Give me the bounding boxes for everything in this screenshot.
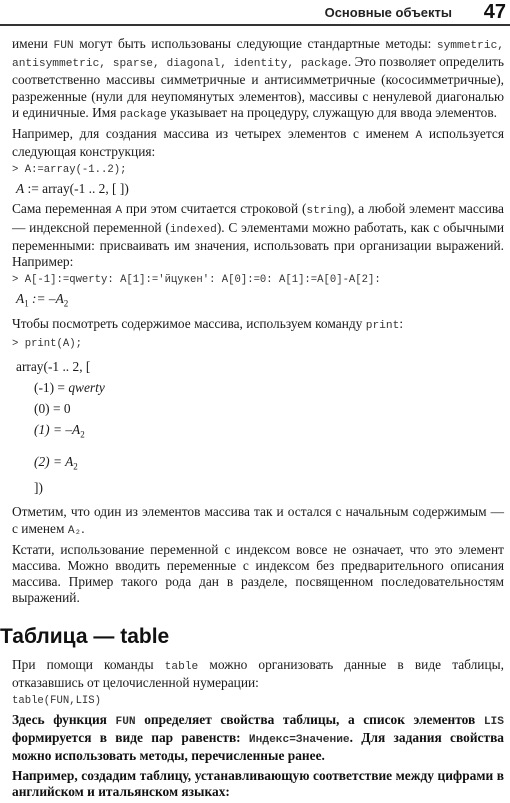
row-value: (1) = –A: [34, 422, 81, 438]
text: При помощи команды: [12, 656, 165, 672]
paragraph-table-fun: [12, 712, 504, 765]
inline-code: FUN: [115, 716, 136, 729]
text: Отметим, что один из элементов массива так и остался с начальным содержимым — с именем: [12, 504, 504, 536]
output-assign: [16, 291, 504, 312]
paragraph-table-intro: [12, 657, 504, 691]
paragraph-note-initial: [12, 504, 504, 538]
text: можно организовать данные в виде таблицы, отказавшись от целочисленной нумерации:: [12, 656, 504, 690]
array-row: [16, 419, 504, 446]
text: при этом считается строковой (: [122, 201, 307, 217]
row-index: (-1) =: [34, 380, 69, 396]
inline-code-methods: symmetric, antisymmetric, sparse, diagonal, identity, package: [12, 40, 504, 71]
output-expr: := –A: [28, 291, 64, 307]
text: используется следующая конструкция:: [12, 126, 504, 160]
section-heading: Таблица — table: [0, 624, 170, 648]
inline-code: print: [365, 319, 400, 332]
inline-code: A: [415, 130, 423, 143]
text: :: [399, 315, 404, 331]
code-input-array: > A:=array(-1..2);: [12, 164, 127, 177]
text: Сама переменная: [12, 201, 116, 217]
page-body: [0, 36, 505, 803]
array-open: array(-1 .. 2, [: [16, 359, 91, 375]
array-row: (0) = 0: [34, 401, 71, 417]
row-value: qwerty: [68, 380, 105, 396]
subscript: 2: [80, 429, 85, 440]
text: . Это позволяет определить соответственно массивы симметричные и антисимметричные (кососимметричные), разреженные (нули для неупомянутых элементов), массивы с ненулевой диагональю и единичные. Имя: [12, 54, 504, 120]
paragraph-example-intro: [12, 126, 504, 160]
text: определяет свойства таблицы, а список элементов: [135, 712, 484, 728]
paragraph-variable-types: [12, 201, 504, 270]
inline-code: A: [115, 205, 123, 218]
array-row: [16, 377, 504, 398]
code-table-syntax: table(FUN,LIS): [12, 695, 102, 708]
row-value: (2) = A: [34, 453, 74, 469]
subscript: 1: [24, 298, 29, 309]
array-row: [16, 451, 504, 478]
text: ). С элементами можно работать, как с обычными переменными: присваивать им значения, использовать при организации выражений. Например:: [12, 219, 505, 270]
subscript: 2: [73, 461, 78, 472]
text: Например, для создания массива из четырех элементов с именем: [12, 126, 416, 142]
inline-code: string: [306, 205, 347, 218]
inline-code: A₂: [67, 524, 82, 537]
output-var: A: [16, 181, 25, 197]
output-array: [16, 181, 504, 197]
header-rule: [0, 24, 510, 26]
text: Здесь функция: [12, 712, 116, 728]
inline-code: package: [119, 108, 167, 121]
inline-code: FUN: [53, 40, 74, 52]
inline-code: indexed: [169, 223, 217, 236]
text: могут быть использованы следующие стандартные методы:: [73, 36, 437, 51]
text: имени: [12, 36, 54, 51]
paragraph-table-example: Например, создадим таблицу, устанавливающую соответствие между цифрами в английском и итальянском языках:: [12, 767, 504, 799]
text: . Для задания свойства можно использовать методы, перечисленные ранее.: [12, 730, 504, 764]
paragraph-methods: [12, 36, 504, 123]
text: указывает на процедуру, служащую для ввода элементов.: [166, 104, 498, 120]
output-expr: := array(-1 .. 2, [ ]): [24, 181, 129, 197]
running-header: [0, 0, 510, 28]
paragraph-print-intro: [12, 316, 504, 334]
output-var: A: [16, 291, 25, 307]
array-close: ]): [34, 480, 43, 496]
text: ), а любой элемент массива — индексной переменной (: [12, 201, 504, 235]
array-print-output: [16, 356, 504, 498]
inline-code: Индекс=Значение: [248, 734, 350, 747]
code-input-print: > print(A);: [12, 338, 82, 351]
code-input-assign: > A[-1]:=qwerty: A[1]:='йцукен': A[0]:=0: A[1]:=A[0]-A[2]:: [12, 274, 381, 287]
text: Чтобы посмотреть содержимое массива, используем команду: [12, 315, 366, 331]
subscript: 2: [63, 298, 69, 309]
page-number: 47: [483, 1, 506, 23]
header-title: Основные объекты: [324, 5, 452, 20]
text: формируется в виде пар равенств:: [12, 730, 249, 746]
inline-code: table: [164, 660, 199, 673]
paragraph-indexed-note: Кстати, использование переменной с индексом вовсе не означает, что это элемент массива. Можно вводить переменные с индексом без предварительного описания массива. Пример такого рода дан в разделе, посвященном последовательностям выражений.: [12, 541, 504, 606]
text: .: [81, 520, 85, 536]
inline-code: LIS: [483, 716, 504, 729]
